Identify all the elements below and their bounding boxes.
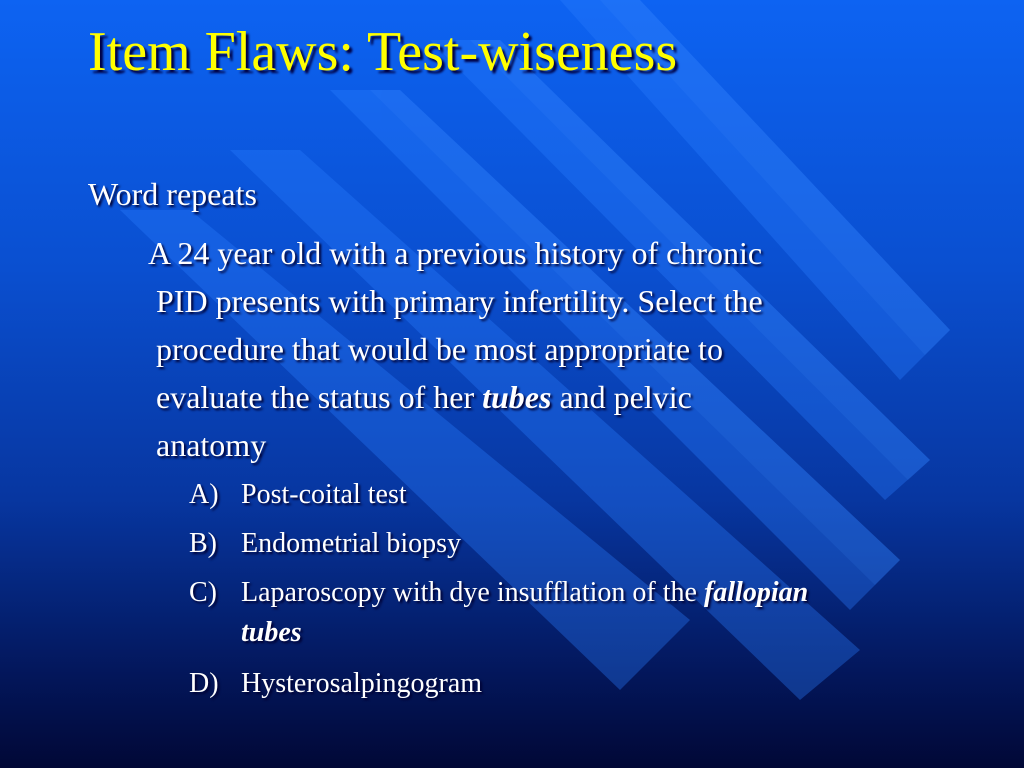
question-line: procedure that would be most appropriate to bbox=[156, 331, 723, 367]
question-line: PID presents with primary infertility. Select the bbox=[156, 283, 763, 319]
emphasized-word: tubes bbox=[482, 379, 552, 415]
answer-option-d bbox=[189, 664, 482, 704]
option-text: Laparoscopy with dye insufflation of the bbox=[241, 577, 704, 608]
answer-option-c bbox=[189, 573, 808, 653]
option-letter: D) bbox=[189, 668, 219, 699]
question-line: A 24 year old with a previous history of chronic bbox=[148, 235, 763, 271]
question-text: and pelvic bbox=[551, 379, 692, 415]
answer-option-a bbox=[189, 475, 407, 515]
subheading: Word repeats bbox=[88, 176, 257, 212]
emphasized-word: tubes bbox=[241, 617, 302, 648]
question-line: anatomy bbox=[156, 427, 267, 463]
question-text: evaluate the status of her bbox=[156, 379, 483, 415]
option-text: Post-coital test bbox=[241, 479, 407, 510]
emphasized-word: fallopian bbox=[703, 577, 809, 608]
option-letter: C) bbox=[189, 577, 217, 608]
option-letter: B) bbox=[189, 528, 217, 559]
option-text: Hysterosalpingogram bbox=[241, 668, 483, 699]
question-stem bbox=[148, 229, 956, 469]
option-letter: A) bbox=[189, 479, 219, 510]
slide-title: Item Flaws: Test-wiseness bbox=[88, 21, 678, 83]
option-text: Endometrial biopsy bbox=[241, 528, 462, 559]
question-line bbox=[156, 373, 956, 421]
answer-option-b bbox=[189, 524, 461, 564]
